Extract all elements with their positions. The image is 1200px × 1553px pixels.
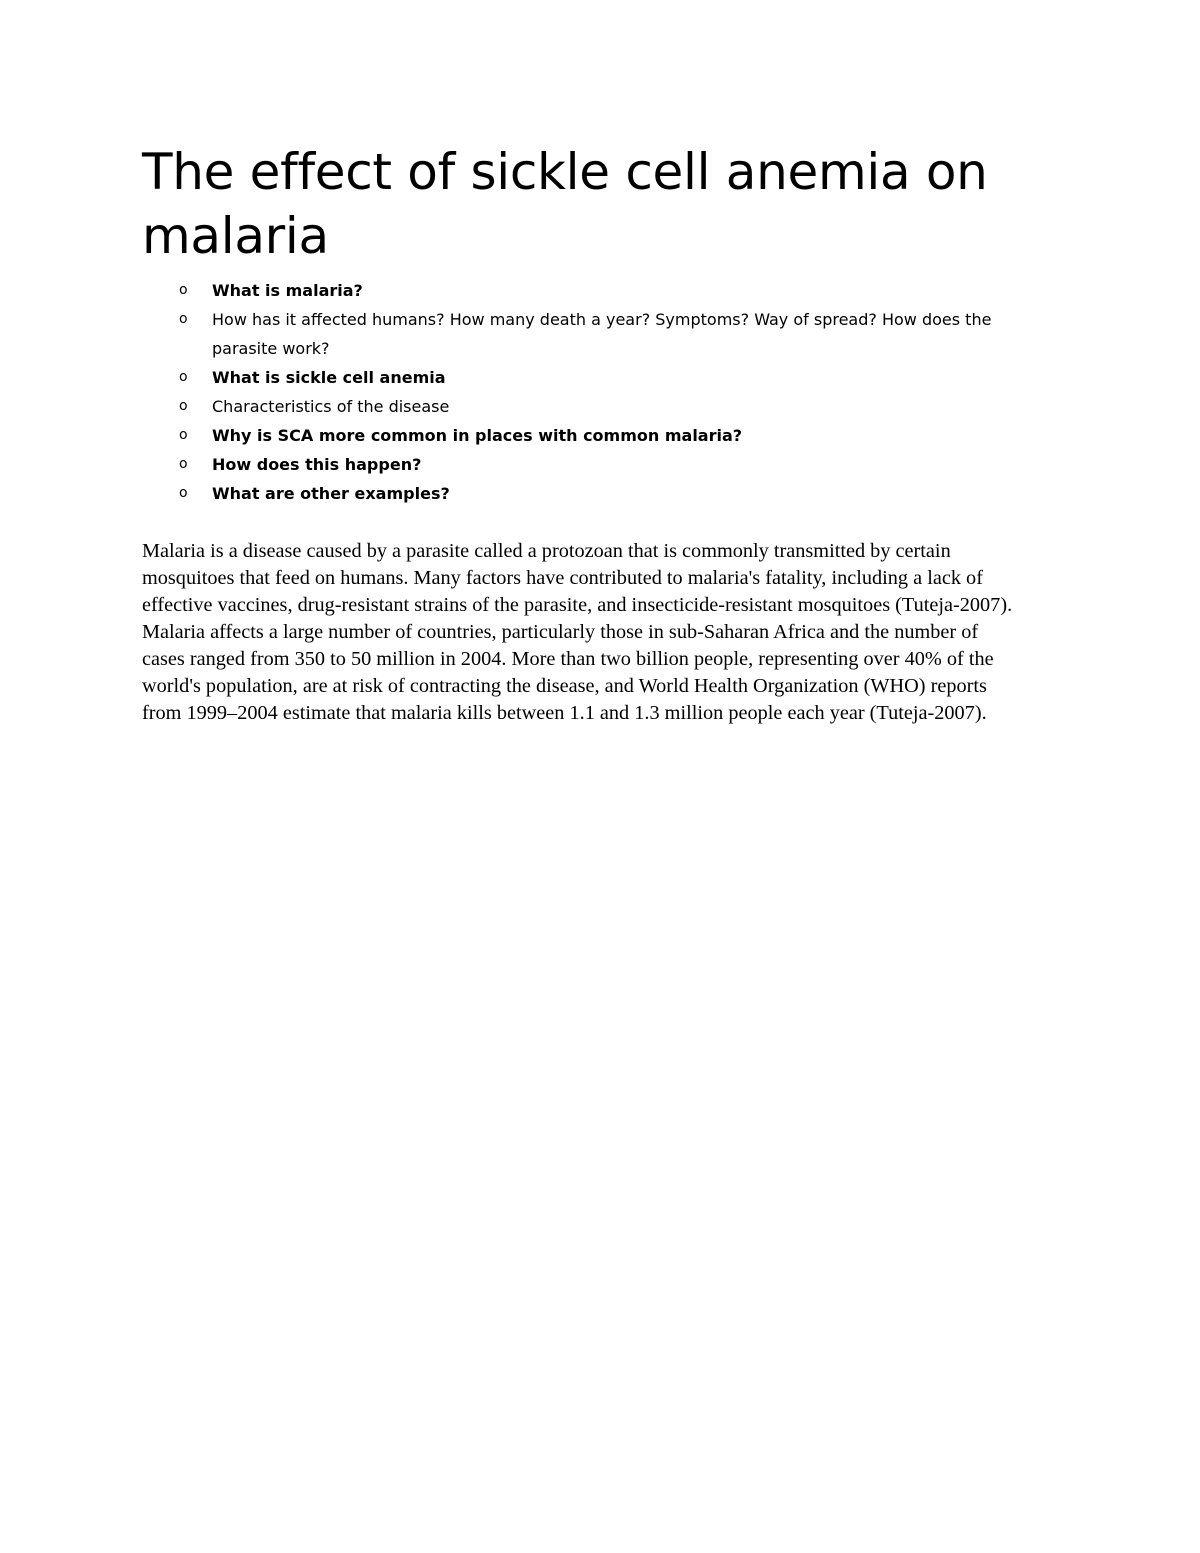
outline-item-text: What is sickle cell anemia: [212, 368, 446, 387]
document-title: The effect of sickle cell anemia on malaria: [142, 143, 988, 265]
outline-list: [142, 276, 1042, 508]
outline-item-text: Characteristics of the disease: [212, 397, 450, 416]
outline-item-text: Why is SCA more common in places with common malaria?: [212, 426, 743, 445]
outline-item-text: What is malaria?: [212, 281, 363, 300]
outline-item-text: What are other examples?: [212, 484, 450, 503]
outline-item: [142, 363, 1032, 392]
bullet-icon: o: [179, 427, 188, 443]
bullet-icon: o: [179, 398, 188, 414]
outline-item-text: How does this happen?: [212, 455, 422, 474]
bullet-icon: o: [179, 282, 188, 298]
outline-item: [142, 305, 1032, 363]
bullet-icon: o: [179, 485, 188, 501]
outline-item: [142, 421, 1032, 450]
bullet-icon: o: [179, 311, 188, 327]
outline-item: [142, 392, 1032, 421]
outline-item: [142, 479, 1032, 508]
bullet-icon: o: [179, 456, 188, 472]
outline-item: [142, 450, 1032, 479]
document-page: [142, 140, 1042, 727]
body-paragraph: Malaria is a disease caused by a parasite called a protozoan that is commonly transmitted by certain mosquitoes that feed on humans. Many factors have contributed to malaria's fatality, including a lack of effective vaccines, drug-resistant strains of the parasite, and insecticide-resistant mosquitoes (Tuteja-2007). Malaria affects a large number of countries, particularly those in sub-Saharan Africa and the number of cases ranged from 350 to 50 million in 2004. More than two billion people, representing over 40% of the world's population, are at risk of contracting the disease, and World Health Organization (WHO) reports from 1999–2004 estimate that malaria kills between 1.1 and 1.3 million people each year (Tuteja-2007).: [142, 540, 1013, 724]
bullet-icon: o: [179, 369, 188, 385]
outline-item-text: How has it affected humans? How many death a year? Symptoms? Way of spread? How does the parasite work?: [212, 310, 992, 358]
outline-item: [142, 276, 1032, 305]
